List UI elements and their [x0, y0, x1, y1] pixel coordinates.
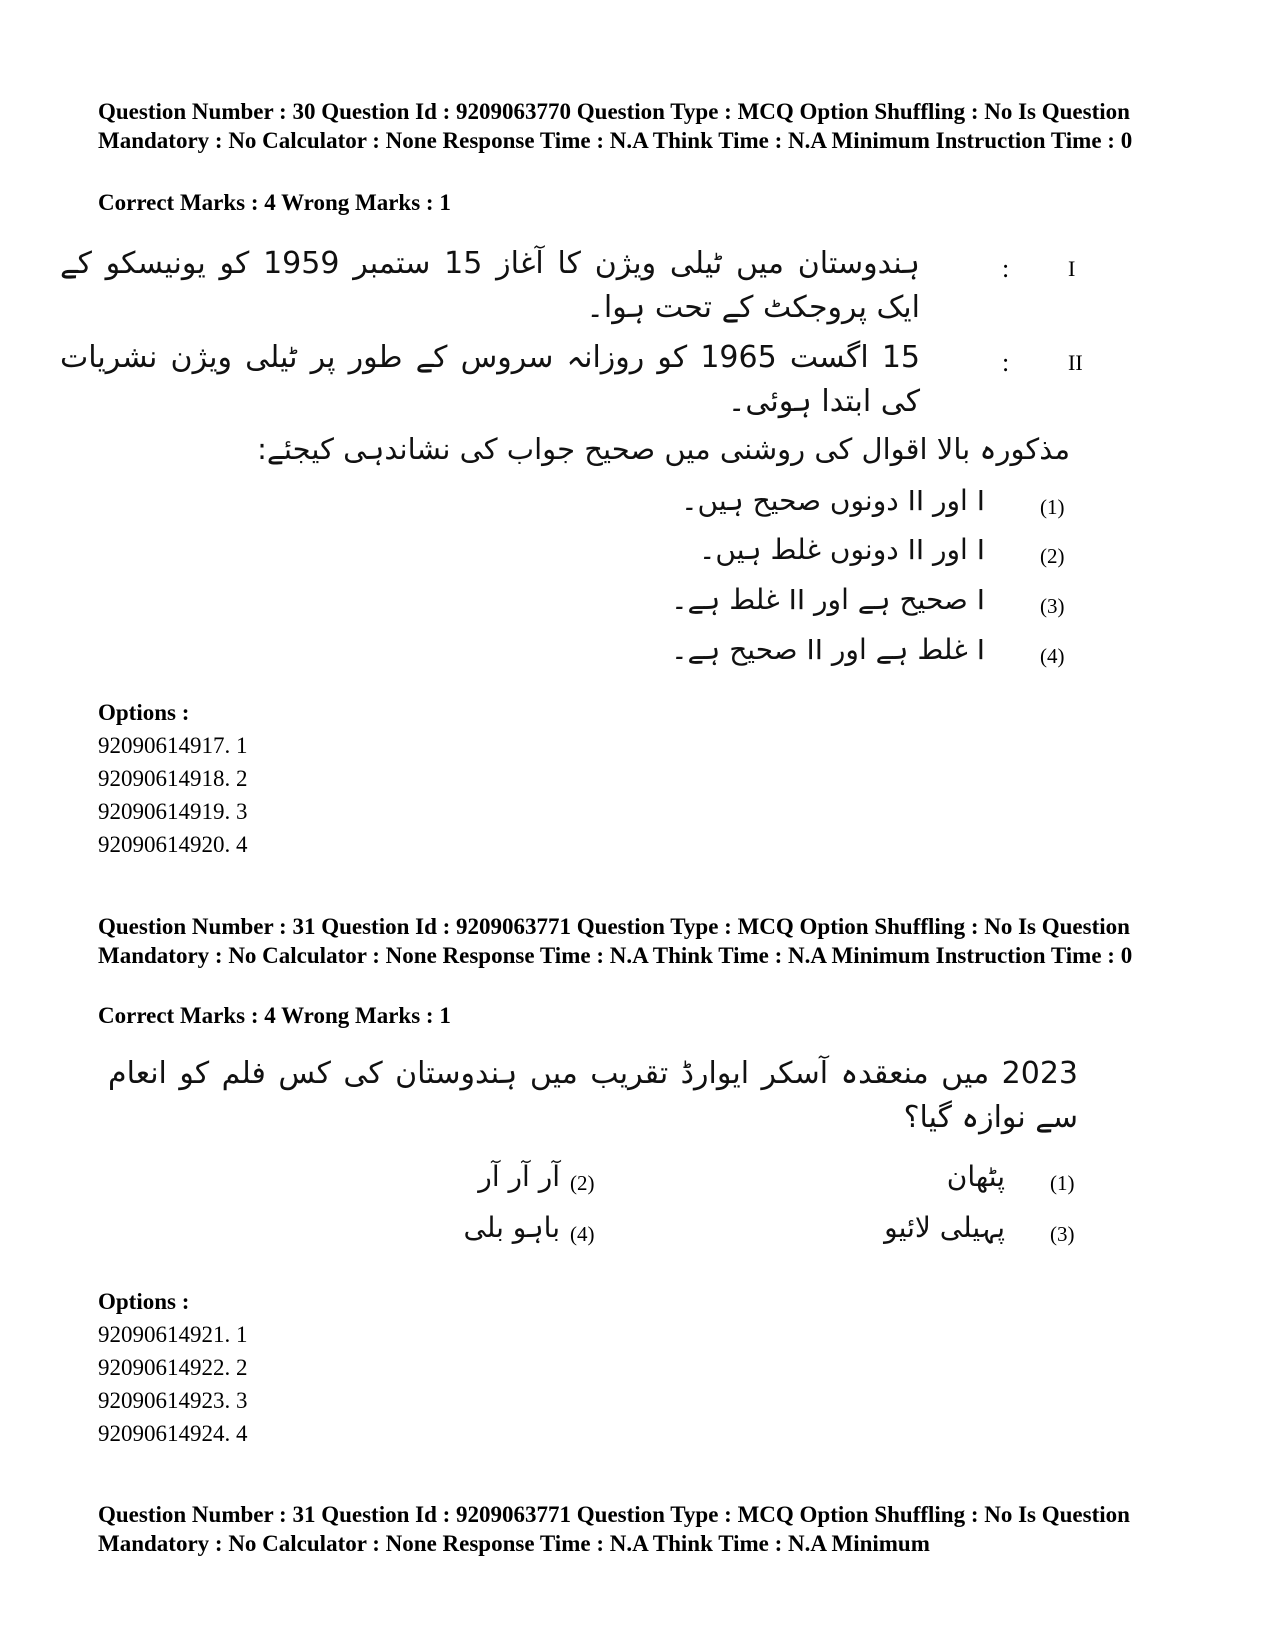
choice-2-number: (2): [1040, 544, 1065, 568]
question-31-options-label: Options :: [98, 1289, 190, 1314]
statement-i-label: I: [1068, 256, 1076, 281]
choice-4-number: (4): [1040, 644, 1065, 668]
q31-choice-4-number: (4): [570, 1222, 595, 1246]
choice-1-text: I اور II دونوں صحیح ہیں۔: [681, 484, 985, 517]
question-31-option-2: 92090614922. 2: [98, 1355, 248, 1380]
question-30-option-4: 92090614920. 4: [98, 832, 248, 857]
choice-4-text: I غلط ہے اور II صحیح ہے۔: [671, 633, 985, 666]
q31-choice-3-text: پہیلی لائیو: [884, 1211, 1005, 1244]
question-30-metadata: Question Number : 30 Question Id : 9209063770 Question Type : MCQ Option Shuffling : No Is Question Mandatory : No Calculator : None Response Time : N.A Think Time : N.A Minimum Instruction Time : 0: [98, 99, 1133, 153]
choice-3-text: I صحیح ہے اور II غلط ہے۔: [671, 583, 985, 616]
q31-choice-2-number: (2): [570, 1171, 595, 1195]
question-31-marks: Correct Marks : 4 Wrong Marks : 1: [98, 1003, 451, 1028]
question-31-text: 2023 میں منعقدہ آسکر ایوارڈ تقریب میں ہندوستان کی کس فلم کو انعام سے نوازہ گیا؟: [108, 1056, 1078, 1135]
statement-i-text: ہندوستان میں ٹیلی ویژن کا آغاز 15 ستمبر 1959 کو یونیسکو کے ایک پروجکٹ کے تحت ہوا۔: [60, 246, 920, 325]
statement-ii-label: II: [1068, 350, 1083, 375]
q31-choice-2-text: آر آر آر: [478, 1160, 560, 1193]
statement-ii-colon: :: [1002, 348, 1010, 377]
statement-ii-text: 15 اگست 1965 کو روزانہ سروس کے طور پر ٹیلی ویژن نشریات کی ابتدا ہوئی۔: [60, 340, 920, 419]
question-30-marks: Correct Marks : 4 Wrong Marks : 1: [98, 190, 451, 215]
question-31-option-4: 92090614924. 4: [98, 1421, 248, 1446]
statement-i-colon: :: [1002, 254, 1010, 283]
choice-2-text: I اور II دونوں غلط ہیں۔: [699, 533, 985, 566]
question-31-metadata: Question Number : 31 Question Id : 9209063771 Question Type : MCQ Option Shuffling : No Is Question Mandatory : No Calculator : None Response Time : N.A Think Time : N.A Minimum Instruction Time : 0: [98, 914, 1133, 968]
question-31-repeat-metadata: Question Number : 31 Question Id : 9209063771 Question Type : MCQ Option Shuffling : No Is Question Mandatory : No Calculator : None Response Time : N.A Think Time : N.A Minimum: [98, 1502, 1130, 1556]
question-31-option-3: 92090614923. 3: [98, 1388, 248, 1413]
question-30-option-1: 92090614917. 1: [98, 733, 248, 758]
question-30-option-2: 92090614918. 2: [98, 766, 248, 791]
q31-choice-1-number: (1): [1050, 1171, 1075, 1195]
question-31-option-1: 92090614921. 1: [98, 1322, 248, 1347]
question-30-lead: مذکورہ بالا اقوال کی روشنی میں صحیح جواب کی نشاندہی کیجئے:: [257, 432, 1070, 466]
choice-1-number: (1): [1040, 495, 1065, 519]
q31-choice-4-text: باہو بلی: [463, 1211, 560, 1244]
choice-3-number: (3): [1040, 594, 1065, 618]
q31-choice-1-text: پٹھان: [946, 1160, 1005, 1193]
question-30-option-3: 92090614919. 3: [98, 799, 248, 824]
question-30-options-label: Options :: [98, 700, 190, 725]
q31-choice-3-number: (3): [1050, 1222, 1075, 1246]
